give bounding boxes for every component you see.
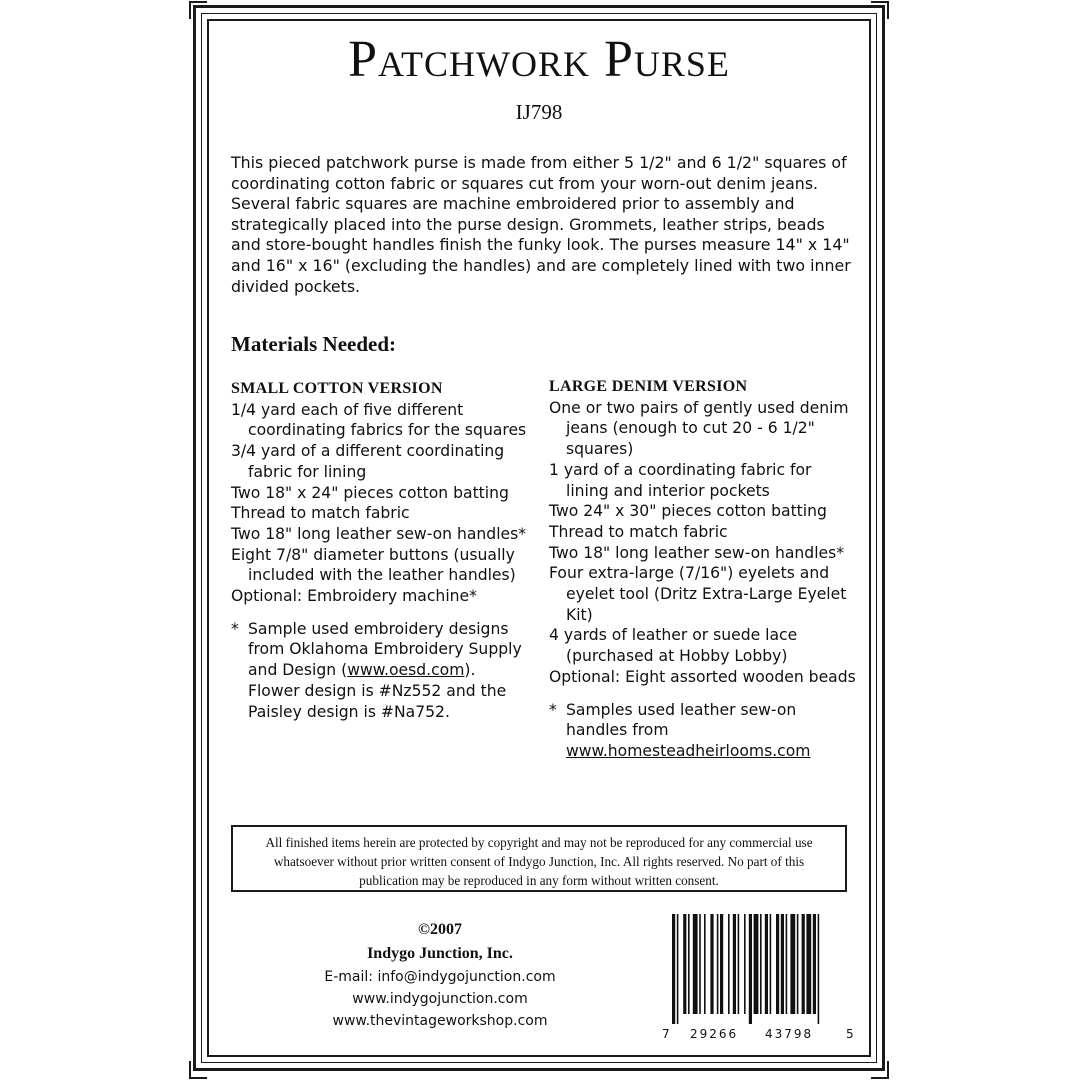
barcode-bar (790, 914, 795, 1014)
publisher-email[interactable]: E-mail: info@indygojunction.com (324, 969, 556, 985)
barcode-bar (704, 914, 706, 1014)
list-item: Thread to match fabric (231, 504, 410, 523)
publisher-website[interactable]: www.indygojunction.com (352, 991, 528, 1007)
barcode-bar (765, 914, 768, 1014)
footnote-star: * (549, 700, 557, 719)
barcode-bar (786, 914, 788, 1014)
homestead-link[interactable]: www.homesteadheirlooms.com (566, 741, 811, 760)
barcode-bar (781, 914, 784, 1014)
copyright-year: ©2007 (418, 921, 462, 938)
corner-ornament-bottom-right (871, 1061, 889, 1079)
list-item: Two 18" long leather sew-on handles* (231, 524, 527, 543)
footnote-text-part: ). Flower design is #Nz552 and the Paisley design is #Na752. (248, 661, 507, 721)
list-item: 1 yard of a coordinating fabric for lining and interior pockets (549, 460, 812, 500)
list-item: 3/4 yard of a different coordinating fabric for lining (231, 442, 505, 481)
list-item: Two 18" long leather sew-on handles* (549, 543, 845, 562)
small-cotton-column (231, 379, 531, 722)
list-item: Thread to match fabric (549, 522, 728, 541)
upc-barcode (664, 914, 854, 1024)
list-item: Two 18" x 24" pieces cotton batting (231, 483, 509, 502)
pattern-code: IJ798 (515, 100, 563, 124)
small-version-heading: SMALL COTTON VERSION (231, 380, 443, 397)
footnote-text (248, 619, 531, 723)
barcode-digits-right: 43798 (765, 1027, 814, 1041)
barcode-bar (797, 914, 799, 1014)
small-footnote (231, 619, 531, 723)
barcode-bar (677, 914, 679, 1024)
corner-ornament-top-left (189, 1, 207, 19)
footnote-text-part: Samples used leather sew-on handles from (566, 700, 797, 740)
list-item: 1/4 yard each of five different coordinating fabrics for the squares (231, 400, 527, 440)
intro-paragraph: This pieced patchwork purse is made from either 5 1/2" and 6 1/2" squares of coordinating cotton fabric or squares cut from your worn-out denim jeans. Several fabric squares are machine embroidered prior to assembly and strategically placed into the purse design. Grommets, leather strips, beads and store-bought handles finish the funky look. The purses measure 14" x 14" and 16" x 16" (excluding the handles) and are completely lined with two inner divided pockets. (231, 153, 851, 296)
large-materials-list (549, 398, 859, 688)
large-denim-column (549, 377, 859, 762)
list-item: Two 24" x 30" pieces cotton batting (549, 502, 827, 521)
large-footnote (549, 700, 859, 762)
oesd-link[interactable]: www.oesd.com (347, 661, 465, 680)
barcode-bar (802, 914, 805, 1014)
footnote-text-part: Sample used embroidery designs from Oklahoma Embroidery Supply and Design ( (248, 619, 522, 680)
barcode-bar (754, 914, 759, 1014)
page-title: Patchwork Purse (348, 31, 730, 88)
barcode-bar (770, 914, 772, 1014)
barcode-bar (699, 914, 701, 1014)
barcode-bar (776, 914, 779, 1014)
publisher-name: Indygo Junction, Inc. (367, 945, 513, 962)
barcode-bar (738, 914, 740, 1014)
materials-heading: Materials Needed: (231, 332, 397, 356)
barcode-bar (818, 914, 820, 1024)
corner-ornament-top-right (871, 1, 889, 19)
barcode-bar (749, 914, 752, 1024)
barcode-bar (728, 914, 730, 1014)
list-item: Optional: Eight assorted wooden beads (549, 667, 856, 686)
barcode-bar (688, 914, 690, 1014)
barcode-bar (806, 914, 811, 1014)
list-item: Optional: Embroidery machine* (231, 587, 477, 606)
large-version-heading: LARGE DENIM VERSION (549, 378, 748, 395)
list-item: 4 yards of leather or suede lace (purchased at Hobby Lobby) (549, 626, 798, 666)
barcode-digits-left: 29266 (690, 1027, 739, 1041)
footnote-text (566, 700, 859, 762)
barcode-lead-digit: 7 (662, 1027, 670, 1041)
barcode-bar (717, 914, 719, 1014)
barcode-bar (744, 914, 746, 1014)
barcode-bar (693, 914, 698, 1014)
barcode-bar (672, 914, 675, 1024)
list-item: One or two pairs of gently used denim jeans (enough to cut 20 - 6 1/2" squares) (549, 398, 849, 459)
barcode-bar (683, 914, 686, 1014)
publisher-info (265, 918, 615, 1032)
barcode-bar (710, 914, 713, 1014)
vintage-workshop-website[interactable]: www.thevintageworkshop.com (332, 1013, 548, 1029)
barcode-bar (813, 914, 816, 1014)
list-item: Four extra-large (7/16") eyelets and eyelet tool (Dritz Extra-Large Eyelet Kit) (549, 564, 847, 624)
barcode-bar (720, 914, 723, 1014)
barcode-bar (733, 914, 736, 1014)
barcode-bar (760, 914, 762, 1014)
barcode-check-digit: 5 (846, 1027, 854, 1041)
corner-ornament-bottom-left (189, 1061, 207, 1079)
small-materials-list (231, 400, 531, 607)
footnote-star: * (231, 619, 239, 638)
list-item: Eight 7/8" diameter buttons (usually included with the leather handles) (231, 545, 516, 585)
copyright-notice-box: All finished items herein are protected by copyright and may not be reproduced for any commercial use whatsoever without prior written consent of Indygo Junction, Inc. All rights reserved. No part of this publication may be reproduced in any form without written consent. (231, 825, 847, 892)
